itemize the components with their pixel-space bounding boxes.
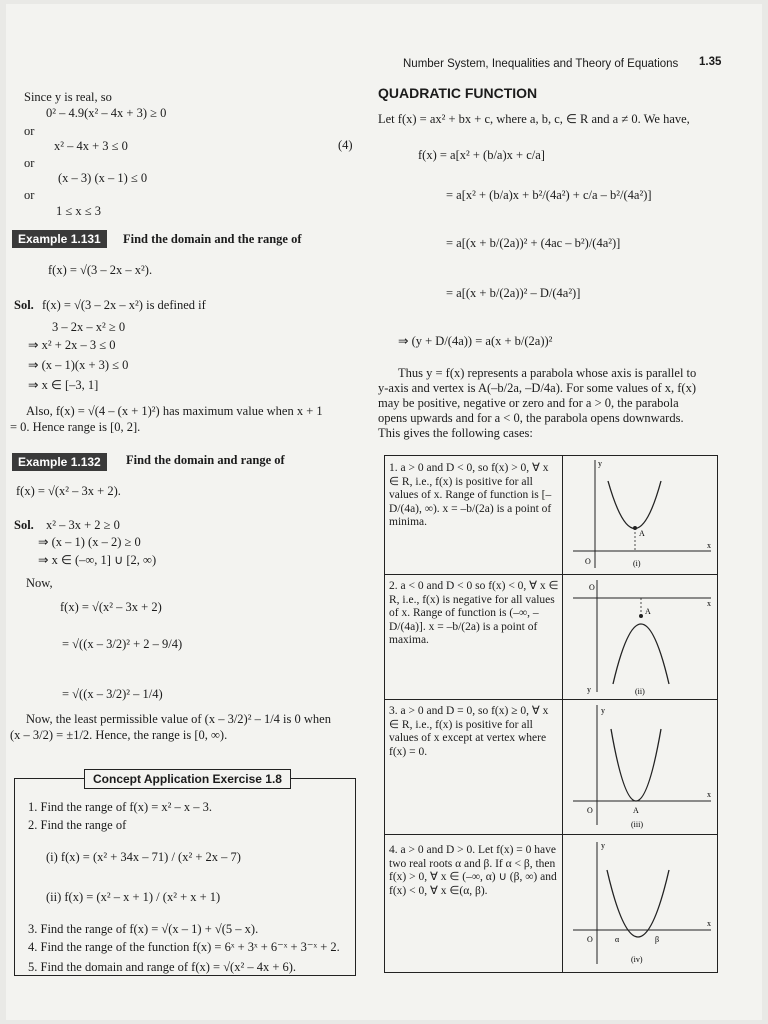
- solution-line: = √((x – 3/2)² + 2 – 9/4): [62, 637, 183, 651]
- intro-inequality: x² – 4x + 3 ≤ 0: [54, 139, 128, 153]
- y-axis-label: y: [601, 841, 605, 850]
- exercise-title: Concept Application Exercise 1.8: [84, 769, 291, 789]
- equation-line: = a[x² + (b/a)x + b²/(4a²) + c/a – b²/(4a²)]: [446, 188, 652, 202]
- vertex-label: A: [639, 529, 645, 538]
- solution-line: f(x) = √(x² – 3x + 2): [60, 600, 162, 614]
- page-number: 1.35: [699, 56, 722, 68]
- section-intro: Let f(x) = ax² + bx + c, where a, b, c, ∈ R and a ≠ 0. We have,: [378, 112, 690, 126]
- solution-line: (x – 3/2) = ±1/2. Hence, the range is [0, ∞).: [10, 728, 228, 742]
- solution-line: Now, the least permissible value of (x – 3/2)² – 1/4 is 0 when: [26, 712, 331, 726]
- graph-label: (ii): [635, 687, 645, 696]
- section-title: QUADRATIC FUNCTION: [378, 85, 538, 101]
- case-text: 4. a > 0 and D > 0. Let f(x) = 0 have two real roots α and β. If α < β, then f(x) > 0, ∀ x ∈ (–∞, α) ∪ (β, ∞) and f(x) < 0, ∀ x ∈(α, β).: [389, 844, 557, 897]
- solution-line: ⇒ x ∈ [–3, 1]: [28, 378, 99, 392]
- solution-label: Sol.: [14, 298, 34, 312]
- solution-line: ⇒ x ∈ (–∞, 1] ∪ [2, ∞): [38, 553, 157, 567]
- case-row: [385, 699, 717, 835]
- solution-line: Also, f(x) = √(4 – (x + 1)²) has maximum value when x + 1: [26, 404, 323, 418]
- case-text: 2. a < 0 and D < 0 so f(x) < 0, ∀ x ∈ R, i.e., f(x) is negative for all values of x. Range of function is (–∞, –D/(4a)]. x = –b/(2a) is a point of maxima.: [389, 580, 559, 646]
- parabola-graph: [563, 699, 718, 834]
- paragraph-line: y-axis and vertex is A(–b/2a, –D/4a). For some values of x, f(x): [378, 381, 696, 395]
- example-function: f(x) = √(x² – 3x + 2).: [16, 484, 121, 498]
- solution-line: f(x) = √(3 – 2x – x²) is defined if: [42, 298, 206, 312]
- exercise-item: (ii) f(x) = (x² – x + 1) / (x² + x + 1): [46, 890, 221, 904]
- paragraph-line: This gives the following cases:: [378, 426, 533, 440]
- or-word: or: [24, 124, 35, 138]
- exercise-item: 5. Find the domain and range of f(x) = √(x² – 4x + 6).: [28, 960, 297, 974]
- x-axis-label: x: [707, 919, 711, 928]
- or-word: or: [24, 188, 35, 202]
- intro-result: 1 ≤ x ≤ 3: [56, 204, 101, 218]
- parabola-graph: [563, 456, 718, 574]
- example-title: Find the domain and the range of: [123, 232, 302, 246]
- solution-line: 3 – 2x – x² ≥ 0: [52, 320, 126, 334]
- solution-line: ⇒ (x – 1) (x – 2) ≥ 0: [38, 535, 141, 549]
- case-graph: [562, 699, 718, 834]
- exercise-item: 4. Find the range of the function f(x) = 6ˣ + 3ˣ + 6⁻ˣ + 3⁻ˣ + 2.: [28, 940, 340, 954]
- origin-label: O: [587, 806, 593, 815]
- paragraph-line: may be positive, negative or zero and for a > 0, the parabola: [378, 396, 679, 410]
- case-text: 3. a > 0 and D = 0, so f(x) ≥ 0, ∀ x ∈ R, i.e., f(x) is positive for all values of x except at vertex where f(x) = 0.: [389, 705, 549, 758]
- case-row: [385, 574, 717, 700]
- y-axis-label: y: [601, 706, 605, 715]
- equation-line: ⇒ (y + D/(4a)) = a(x + b/(2a))²: [398, 334, 553, 348]
- origin-label: O: [589, 583, 595, 592]
- example-function: f(x) = √(3 – 2x – x²).: [48, 263, 153, 277]
- intro-line: Since y is real, so: [24, 90, 112, 104]
- intro-inequality: 0² – 4.9(x² – 4x + 3) ≥ 0: [46, 106, 167, 120]
- parabola-graph: [563, 834, 718, 972]
- example-title: Find the domain and range of: [126, 453, 285, 467]
- root-beta-label: β: [655, 935, 660, 944]
- equation-number: (4): [338, 138, 353, 152]
- solution-line: ⇒ x² + 2x – 3 ≤ 0: [28, 338, 116, 352]
- example-badge: Example 1.131: [12, 230, 107, 248]
- x-axis-label: x: [707, 541, 711, 550]
- case-text: 1. a > 0 and D < 0, so f(x) > 0, ∀ x ∈ R, i.e., f(x) is positive for all values of x. Range of function is [–D/(4a), ∞). x = –b/(2a) is a point of minima.: [389, 462, 552, 528]
- solution-line: = √((x – 3/2)² – 1/4): [62, 687, 163, 701]
- solution-line: x² – 3x + 2 ≥ 0: [46, 518, 120, 532]
- equation-line: f(x) = a[x² + (b/a)x + c/a]: [418, 148, 545, 162]
- exercise-item: 1. Find the range of f(x) = x² – x – 3.: [28, 800, 213, 814]
- equation-line: = a[(x + b/(2a))² – D/(4a²)]: [446, 286, 581, 300]
- running-header: Number System, Inequalities and Theory of Equations: [403, 58, 679, 70]
- case-row: [385, 834, 717, 972]
- textbook-page: [6, 4, 762, 1020]
- equation-line: = a[(x + b/(2a))² + (4ac – b²)/(4a²)]: [446, 236, 621, 250]
- exercise-item: 2. Find the range of: [28, 818, 127, 832]
- exercise-item: 3. Find the range of f(x) = √(x – 1) + √(5 – x).: [28, 922, 259, 936]
- case-graph: [562, 456, 718, 574]
- paragraph-line: opens upwards and for a < 0, the parabola opens downwards.: [378, 411, 684, 425]
- origin-label: O: [587, 935, 593, 944]
- or-word: or: [24, 156, 35, 170]
- paragraph-line: Thus y = f(x) represents a parabola whose axis is parallel to: [398, 366, 697, 380]
- graph-label: (i): [633, 559, 641, 568]
- vertex-label: A: [633, 806, 639, 815]
- example-badge: Example 1.132: [12, 453, 107, 471]
- case-graph: [562, 574, 718, 699]
- solution-label: Sol.: [14, 518, 34, 532]
- intro-inequality: (x – 3) (x – 1) ≤ 0: [58, 171, 148, 185]
- exercise-item: (i) f(x) = (x² + 34x – 71) / (x² + 2x – 7): [46, 850, 241, 864]
- solution-line: = 0. Hence range is [0, 2].: [10, 420, 141, 434]
- case-row: [385, 456, 717, 575]
- root-alpha-label: α: [615, 935, 620, 944]
- origin-label: O: [585, 557, 591, 566]
- parabola-graph: [563, 574, 718, 699]
- x-axis-label: x: [707, 790, 711, 799]
- x-axis-label: x: [707, 599, 711, 608]
- solution-line: Now,: [26, 576, 53, 590]
- y-axis-label: y: [598, 459, 602, 468]
- graph-label: (iv): [631, 955, 643, 964]
- cases-table: [384, 455, 718, 973]
- y-axis-label: y: [587, 685, 591, 694]
- vertex-label: A: [645, 607, 651, 616]
- solution-line: ⇒ (x – 1)(x + 3) ≤ 0: [28, 358, 129, 372]
- case-graph: [562, 834, 718, 972]
- graph-label: (iii): [631, 820, 643, 829]
